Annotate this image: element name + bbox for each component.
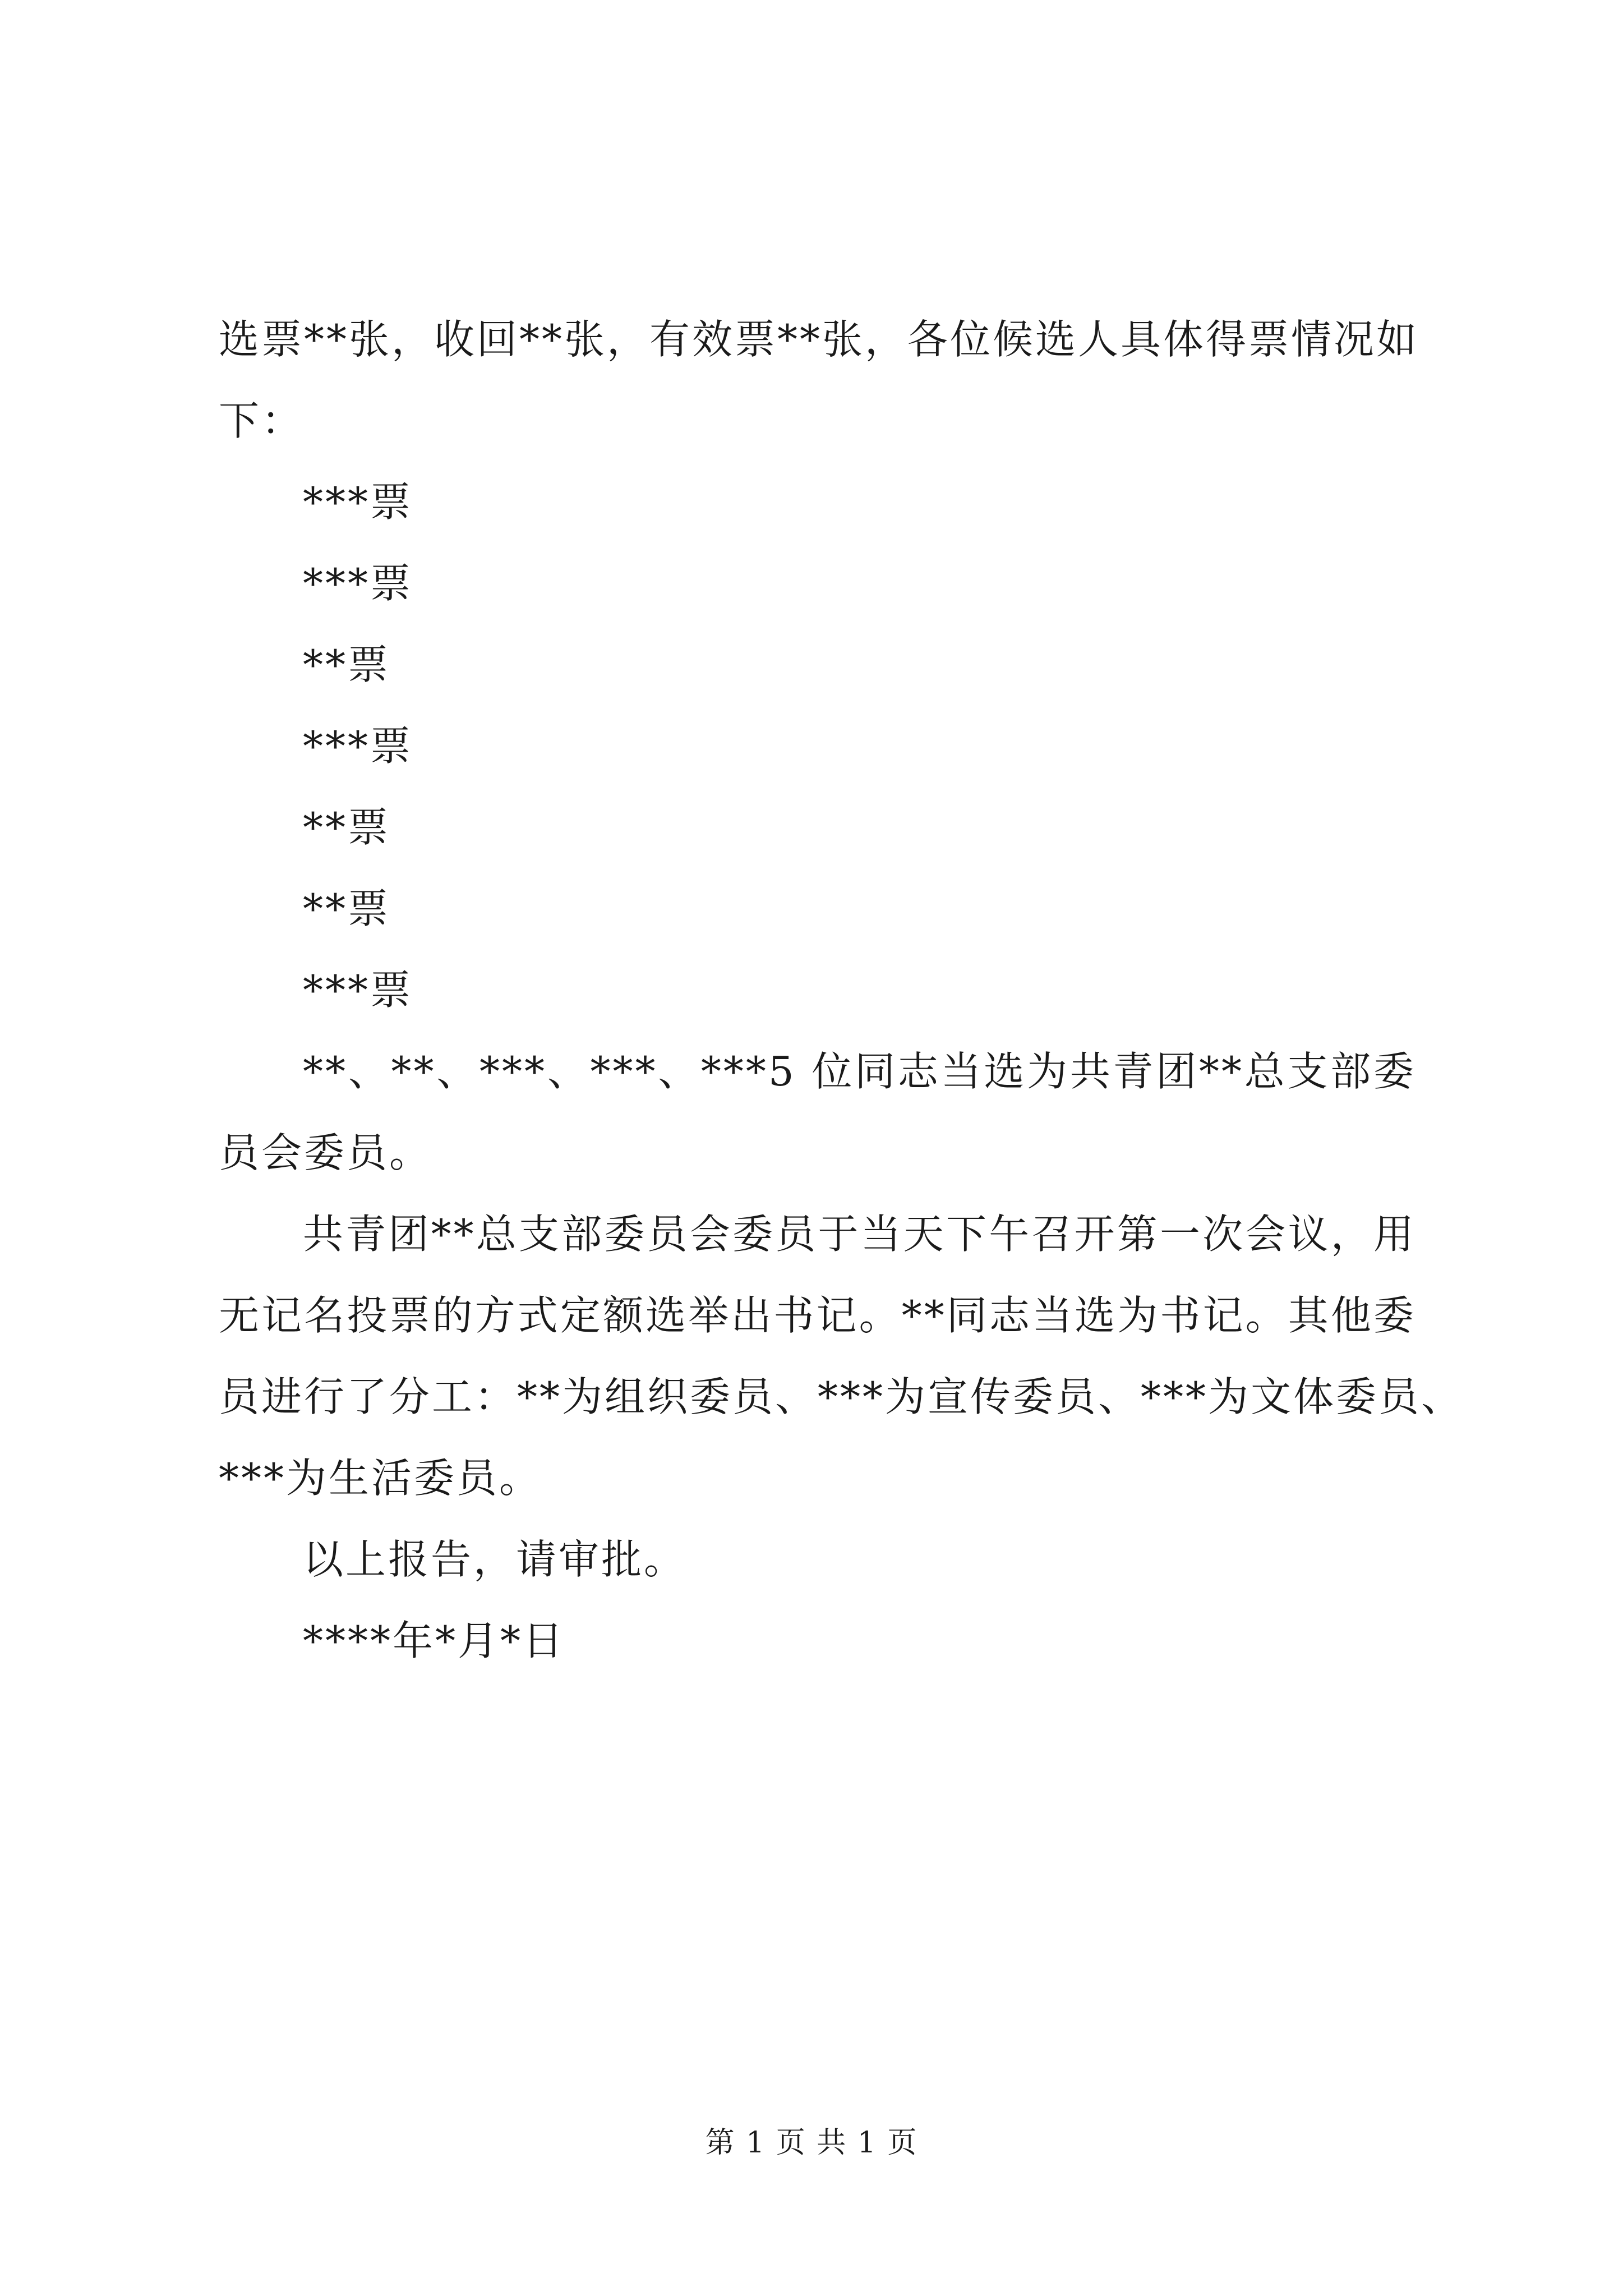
paragraph-meeting-line-3: 员进行了分工：**为组织委员、***为宣传委员、***为文体委员、	[219, 1373, 1464, 1420]
paragraph-ballot-count-line-2: 下：	[219, 397, 305, 444]
paragraph-elected-line-1: **、**、***、***、***5 位同志当选为共青团**总支部委	[303, 1048, 1416, 1095]
paragraph-meeting-line-2: 无记名投票的方式定额选举出书记。**同志当选为书记。其他委	[219, 1292, 1416, 1339]
paragraph-elected-line-2: 员会委员。	[219, 1129, 432, 1176]
vote-result-item: **票	[303, 804, 391, 851]
paragraph-meeting-line-4: ***为生活委员。	[219, 1455, 542, 1502]
vote-result-item: ***票	[303, 723, 413, 770]
vote-result-item: ***票	[303, 560, 413, 607]
vote-result-item: **票	[303, 885, 391, 932]
closing-remark: 以上报告，请审批。	[303, 1536, 687, 1583]
vote-result-item: ***票	[303, 478, 413, 526]
vote-result-item: ***票	[303, 967, 413, 1014]
paragraph-meeting-line-1: 共青团**总支部委员会委员于当天下午召开第一次会议，用	[303, 1211, 1416, 1258]
paragraph-ballot-count-line-1: 选票**张，收回**张，有效票**张，各位候选人具体得票情况如	[219, 316, 1419, 363]
page-number-footer: 第 1 页 共 1 页	[705, 2126, 918, 2160]
document-date: ****年*月*日	[303, 1617, 566, 1664]
vote-result-item: **票	[303, 641, 391, 688]
